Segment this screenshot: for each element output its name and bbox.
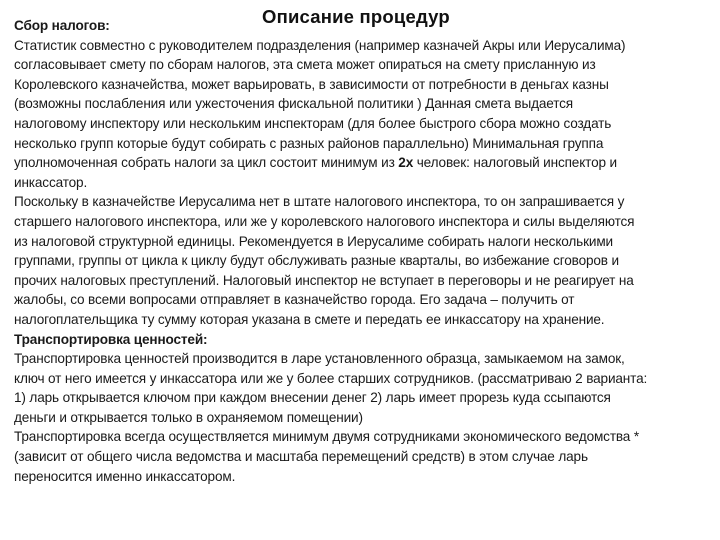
section-heading-transport: Транспортировка ценностей: (14, 331, 208, 347)
text-line: деньги и открывается только в охраняемом помещении) (14, 409, 363, 425)
text-line: налоговому инспектору или нескольким инспекторам (для более быстрого сбора можно создать (14, 115, 612, 131)
text-line: 1) ларь открывается ключом при каждом внесении денег 2) ларь имеет прорезь куда ссыпаются (14, 390, 611, 406)
text-line: переносится именно инкассатором. (14, 468, 236, 484)
text-line: налогоплательщика ту сумму которая указана в смете и передать ее инкассатору на хранение. (14, 311, 605, 327)
text-line: (зависит от общего числа ведомства и масштаба перемещений средств) в этом случае ларь (14, 449, 588, 465)
text-line: ключ от него имеется у инкассатора или же у более старших сотрудников. (рассматриваю 2 варианта: (14, 370, 648, 386)
paragraph-jerusalem-inspector (14, 192, 714, 329)
section-heading-tax-collection: Сбор налогов: (14, 18, 110, 33)
paragraph-transport-chest (14, 349, 714, 427)
text-line: жалобы, со всеми вопросами отправляет в казначейство города. Его задача – получить от (14, 292, 575, 308)
text-segment: уполномоченная собрать налоги за цикл состоит минимум из (14, 155, 399, 171)
text-line: инкассатор. (14, 174, 88, 190)
text-line: несколько групп которые будут собирать с разных районов параллельно) Минимальная группа (14, 135, 604, 151)
text-line: прочих налоговых преступлений. Налоговый инспектор не вступает в переговоры и не реагирует на (14, 272, 634, 288)
text-line: Транспортировка всегда осуществляется минимум двумя сотрудниками экономического ведомства * (14, 429, 639, 445)
text-line: Транспортировка ценностей производится в ларе установленного образца, замыкаемом на замок, (14, 351, 625, 367)
paragraph-transport-staff (14, 427, 714, 486)
text-line: (возможны послабления или ужесточения фискальной политики ) Данная смета выдается (14, 96, 573, 112)
text-line (14, 153, 714, 173)
text-line: Королевского казначейства, может варьировать, в зависимости от потребности в деньгах казны (14, 76, 609, 92)
bold-count: 2х (398, 155, 414, 171)
page-title: Описание процедур (262, 6, 450, 27)
text-line: из налоговой структурной единицы. Рекомендуется в Иерусалиме собирать налоги несколькими (14, 233, 613, 249)
text-line: группами, группы от цикла к циклу будут обслуживать разные кварталы, во избежание сговоров и (14, 253, 619, 269)
paragraph-tax-estimate (14, 36, 714, 193)
text-line: старшего налогового инспектора, или же у королевского налогового инспектора и силы выделяются (14, 213, 635, 229)
text-line: Поскольку в казначействе Иерусалима нет в штате налогового инспектора, то он запрашивается у (14, 194, 625, 210)
text-line: Статистик совместно с руководителем подразделения (например казначей Акры или Иерусалима) (14, 37, 626, 53)
text-segment: человек: налоговый инспектор и (413, 155, 617, 171)
document-body (14, 16, 714, 486)
text-line: согласовывает смету по сборам налогов, эта смета может опираться на смету присланную из (14, 57, 596, 73)
